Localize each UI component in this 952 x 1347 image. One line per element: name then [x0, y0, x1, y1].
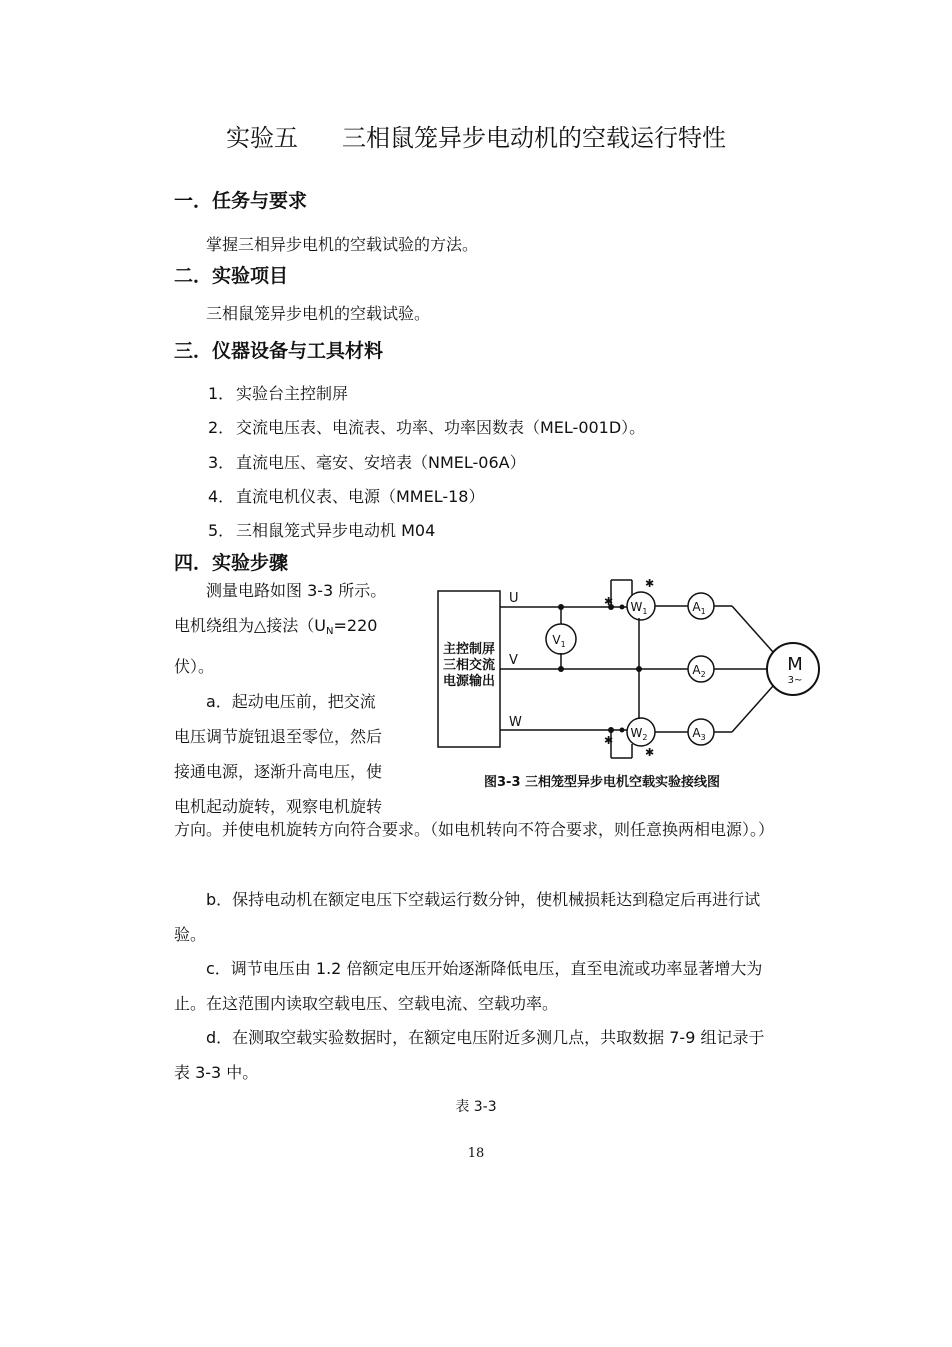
procedure-line: 电机绕组为△接法（$U_N=220$ — [174, 616, 378, 637]
box-label-line: 主控制屏 — [442, 642, 496, 657]
title-experiment-name: 三相鼠笼异步电动机的空载运行特性 — [342, 124, 726, 152]
box-label-line: 三相交流 — [442, 658, 496, 673]
section-3-heading: 三．仪器设备与工具材料 — [174, 340, 384, 362]
equipment-item: 3． 直流电压、毫安、安培表（NMEL-06A） — [208, 453, 526, 472]
page-number: 18 — [467, 1146, 485, 1161]
meter-label-a3: $A_3$ — [692, 726, 706, 742]
svg-text:✱: ✱ — [604, 595, 614, 608]
section-1-text: 掌握三相异步电机的空载试验的方法。 — [206, 235, 479, 254]
section-2-text: 三相鼠笼异步电机的空载试验。 — [206, 304, 431, 323]
phase-label-u: U — [509, 591, 519, 606]
procedure-line: 测量电路如图 3-3 所示。 — [206, 581, 387, 600]
svg-text:✱: ✱ — [645, 746, 655, 759]
procedure-left-column — [174, 573, 386, 824]
equipment-item: 5． 三相鼠笼式异步电动机 M04 — [208, 521, 436, 540]
step-c: c．调节电压由 1.2 倍额定电压开始逐渐降低电压，直至电流或功率显著增大为止。在这范围内读取空载电压、空载电流、空载功率。 — [174, 959, 763, 1013]
equipment-item: 4． 直流电机仪表、电源（MMEL-18） — [208, 487, 485, 506]
procedure-line: 电机起动旋转，观察电机旋转 — [174, 797, 383, 816]
box-label-line: 电源输出 — [442, 674, 496, 689]
meter-label-a1: $A_1$ — [692, 600, 706, 616]
section-1-heading: 一．任务与要求 — [174, 190, 308, 212]
phase-label-v: V — [509, 653, 518, 668]
meter-label-v1: $V_1$ — [552, 633, 566, 649]
procedure-line: 电压调节旋钮退至零位，然后 — [174, 727, 383, 746]
meter-label-a2: $A_2$ — [692, 663, 706, 679]
procedure-line: 伏）。 — [174, 657, 215, 676]
title-experiment-number: 实验五 — [226, 124, 298, 152]
section-4-heading: 四．实验步骤 — [174, 552, 289, 574]
step-a-continuation: 方向。并使电机旋转方向符合要求。（如电机转向不符合要求，则任意换两相电源）。） — [174, 820, 775, 839]
equipment-item: 2． 交流电压表、电流表、功率、功率因数表（MEL-001D）。 — [208, 418, 646, 437]
procedure-line: 接通电源，逐渐升高电压，使 — [174, 762, 383, 781]
table-label: 表 3-3 — [455, 1099, 497, 1115]
svg-text:✱: ✱ — [604, 734, 614, 747]
meter-label-w2: $W_2$ — [630, 726, 648, 742]
equipment-item: 1． 实验台主控制屏 — [208, 384, 349, 403]
motor-label: M — [787, 654, 803, 675]
step-d: d．在测取空载实验数据时，在额定电压附近多测几点，共取数据 7-9 组记录于表 3-3 中。 — [174, 1028, 765, 1082]
voltmeter-v1 — [546, 624, 576, 654]
section-2-heading: 二．实验项目 — [174, 265, 289, 287]
procedure-line: a．起动电压前，把交流 — [206, 692, 376, 711]
step-b: b．保持电动机在额定电压下空载运行数分钟，使机械损耗达到稳定后再进行试验。 — [174, 890, 761, 944]
meter-label-w1: $W_1$ — [630, 600, 648, 616]
wiring-diagram — [430, 570, 830, 800]
motor-sublabel: 3~ — [787, 675, 803, 686]
svg-text:✱: ✱ — [645, 577, 655, 590]
figure-caption: 图3-3 三相笼型异步电机空载实验接线图 — [484, 775, 721, 790]
page-title — [0, 118, 952, 153]
phase-label-w: W — [509, 715, 522, 730]
